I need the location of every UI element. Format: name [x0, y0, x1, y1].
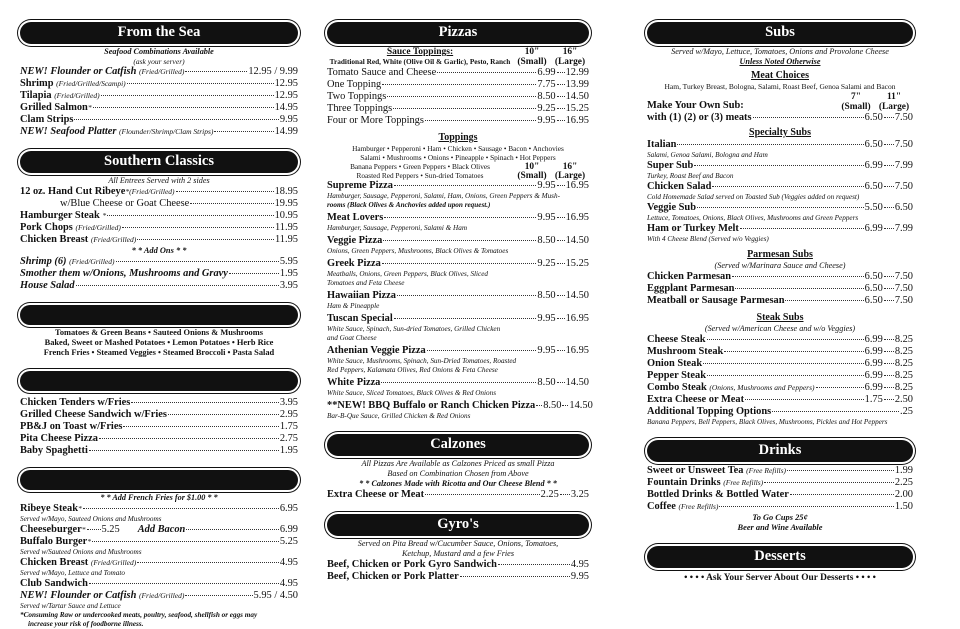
menu-item: White Pizza 8.50 14.50 — [327, 377, 589, 388]
sandwiches-banner — [20, 470, 298, 490]
steak-subs-title: Steak Subs — [756, 312, 804, 323]
meat-list: Ham, Turkey Breast, Bologna, Salami, Roast Beef, Genoa Salami and Bacon — [664, 82, 896, 91]
calzones-note: All Pizzas Are Available as Calzones Priced as small Pizza — [361, 459, 555, 468]
item-description: Cold Homemade Salad served on Toasted Sub (Veggies added on request) — [647, 193, 860, 201]
size-header: (Small) (Large) — [517, 57, 586, 67]
desserts-note: • • • • Ask Your Server About Our Desserts • • • • — [684, 573, 876, 583]
menu-item: Combo Steak (Onions, Mushrooms and Peppers) 6.99 8.25 — [647, 382, 913, 393]
menu-item: Tuscan Special 9.95 16.95 — [327, 313, 589, 324]
item-description: Meatballs, Onions, Green Peppers, Black Olives, Sliced — [327, 270, 489, 278]
column-left — [20, 8, 298, 629]
toppings-line: Banana Peppers • Green Peppers • Black Olives — [350, 162, 490, 171]
menu-item: Hamburger Steak * 10.95 — [20, 210, 298, 221]
menu-item: Veggie Sub 5.50 6.50 — [647, 202, 913, 213]
menu-item: Italian 6.50 7.50 — [647, 139, 913, 150]
meat-choices-title: Meat Choices — [750, 70, 810, 81]
subs-banner: Subs — [647, 22, 913, 44]
menu-item: Smother them w/Onions, Mushrooms and Gravy 1.95 — [20, 268, 298, 279]
item-description: Tomatoes and Feta Cheese — [327, 279, 405, 287]
menu-item: Clam Strips 9.95 — [20, 114, 298, 125]
menu-item: Bottled Drinks & Bottled Water 2.00 — [647, 489, 913, 500]
fries-note: * * Add French Fries for $1.00 * * — [100, 493, 218, 502]
menu-item: Cheeseburger* 5.25 Add Bacon 6.99 — [20, 524, 298, 535]
item-description: Onions, Green Peppers, Mushrooms, Black Olives & Tomatoes — [327, 247, 509, 255]
item-description: Lettuce, Tomatoes, Onions, Black Olives, Mushrooms and Green Peppers — [647, 214, 859, 222]
toppings-size-row — [327, 162, 589, 180]
menu-item: Mushroom Steak 6.99 8.25 — [647, 346, 913, 357]
ask-server-note: (ask your server) — [133, 57, 185, 66]
toppings-line: Hamburger • Pepperoni • Ham • Chicken • Sausage • Bacon • Anchovies — [352, 144, 564, 153]
pizzas-banner: Pizzas — [327, 22, 589, 44]
size-header: 7" 11" — [851, 92, 902, 102]
menu-item: Chicken Tenders w/Fries 3.95 — [20, 397, 298, 408]
sauce-header — [327, 47, 589, 67]
sauce-list: Traditional Red, White (Olive Oil & Garlic), Pesto, Ranch — [329, 57, 511, 66]
menu-item: Hawaiian Pizza 8.50 14.50 — [327, 290, 589, 301]
toppings-line: Salami • Mushrooms • Onions • Pineapple • Spinach • Hot Peppers — [360, 153, 556, 162]
menu-item: Additional Topping Options .25 — [647, 406, 913, 417]
menu-item: House Salad 3.95 — [20, 280, 298, 291]
menu-item: Pepper Steak 6.99 8.25 — [647, 370, 913, 381]
column-middle — [327, 8, 593, 583]
seafood-combo-note: Seafood Combinations Available — [104, 47, 214, 56]
item-description: and Goat Cheese — [327, 334, 377, 342]
drinks-banner: Drinks — [647, 440, 913, 462]
gyros-banner: Gyro's — [327, 514, 589, 536]
southern-classics-banner: Southern Classics — [20, 151, 298, 173]
gyros-note: Ketchup, Mustard and a few Fries — [401, 549, 515, 558]
menu-item: Club Sandwich 4.95 — [20, 578, 298, 589]
menu-item: Pita Cheese Pizza 2.75 — [20, 433, 298, 444]
menu-item: Tomato Sauce and Cheese 6.99 12.99 — [327, 67, 589, 78]
menu-item: Pork Chops (Fried/Grilled) 11.95 — [20, 222, 298, 233]
menu-item: Three Toppings 9.25 15.25 — [327, 103, 589, 114]
menu-item: Extra Cheese or Meat 1.75 2.50 — [647, 394, 913, 405]
item-description: Bar-B-Que Sauce, Grilled Chicken & Red Onions — [327, 412, 471, 420]
menu-item: Shrimp (Fried/Grilled/Scampi) 12.95 — [20, 78, 298, 89]
calzones-banner: Calzones — [327, 434, 589, 456]
food-warning: *Consuming Raw or undercooked meats, poultry, seafood, shellfish or eggs may — [20, 611, 258, 619]
gyros-note: Served on Pita Bread w/Cucumber Sauce, Onions, Tomatoes, — [357, 539, 559, 548]
item-description: Served w/Tartar Sauce and Lettuce — [20, 602, 121, 610]
item-description: Hamburger, Sausage, Pepperoni, Salami, Ham, Onions, Green Peppers & Mush- — [327, 192, 560, 200]
menu-item: w/Blue Cheese or Goat Cheese 19.95 — [60, 198, 298, 209]
menu-item: Ribeye Steak* 6.95 — [20, 503, 298, 514]
item-description: Served w/Mayo, Lettuce and Tomato — [20, 569, 125, 577]
item-description: Served w/Sauteed Onions and Mushrooms — [20, 548, 142, 556]
size-header: 10" 16" — [524, 162, 578, 172]
menu-item: One Topping 7.75 13.99 — [327, 79, 589, 90]
menu-item: Meat Lovers 9.95 16.95 — [327, 212, 589, 223]
item-description: Red Peppers, Kalamata Olives, Red Onions & Feta Cheese — [327, 366, 498, 374]
entrees-note: All Entrees Served with 2 sides — [108, 176, 210, 185]
specialty-subs-title: Specialty Subs — [749, 127, 811, 138]
to-go-note: To Go Cups 25¢ — [752, 513, 808, 522]
sides-line: French Fries • Steamed Veggies • Steamed Broccoli • Pasta Salad — [43, 348, 275, 357]
menu-item: 12 oz. Hand Cut Ribeye*(Fried/Grilled) 18.95 — [20, 186, 298, 197]
menu-item: Baby Spaghetti 1.95 — [20, 445, 298, 456]
item-description: Banana Peppers, Bell Peppers, Black Olives, Mushrooms, Pickles and Hot Peppers — [647, 418, 888, 426]
menu-item: Tilapia (Fried/Grilled) 12.95 — [20, 90, 298, 101]
menu-item: Greek Pizza 9.25 15.25 — [327, 258, 589, 269]
item-description: Ham & Pineapple — [327, 302, 380, 310]
menu-item: NEW! Flounder or Catfish (Fried/Grilled) 5.95 / 4.50 — [20, 590, 298, 601]
menu-item: Onion Steak 6.99 8.25 — [647, 358, 913, 369]
menu-item: Sweet or Unsweet Tea (Free Refills) 1.99 — [647, 465, 913, 476]
item-description: White Sauce, Sliced Tomatoes, Black Olives & Red Onions — [327, 389, 497, 397]
menu-item: Meatball or Sausage Parmesan 6.50 7.50 — [647, 295, 913, 306]
toppings-title: Toppings — [438, 132, 478, 143]
add-ons-heading: * * Add Ons * * — [131, 246, 187, 255]
parmesan-subs-title: Parmesan Subs — [747, 249, 813, 260]
beer-wine-note: Beer and Wine Available — [737, 523, 823, 532]
sauce-title: Sauce Toppings: — [386, 47, 454, 57]
subs-note: Served w/Mayo, Lettuce, Tomatoes, Onions and Provolone Cheese — [671, 47, 889, 56]
menu-item: Chicken Salad 6.50 7.50 — [647, 181, 913, 192]
menu-item: Extra Cheese or Meat 2.25 3.25 — [327, 489, 589, 500]
calzones-note: Based on Combination Chosen from Above — [387, 469, 529, 478]
own-sub-header — [647, 92, 913, 112]
menu-item: NEW! Seafood Platter (Flounder/Shrimp/Clam Strips) 14.99 — [20, 126, 298, 137]
item-description: White Sauce, Mushrooms, Spinach, Sun-Dried Tomatoes, Roasted — [327, 357, 517, 365]
item-description: rooms (Black Olives & Anchovies added upon request.) — [327, 201, 491, 209]
steak-note: (Served w/American Cheese and w/o Veggies) — [704, 324, 856, 333]
sides-line: Baked, Sweet or Mashed Potatoes • Lemon Potatoes • Herb Rice — [44, 338, 274, 347]
menu-item: Ham or Turkey Melt 6.99 7.99 — [647, 223, 913, 234]
menu-item: Grilled Salmon* 14.95 — [20, 102, 298, 113]
menu-item: Super Sub 6.99 7.99 — [647, 160, 913, 171]
size-header: (Small) (Large) — [517, 171, 586, 181]
menu-item: Two Toppings 8.50 14.50 — [327, 91, 589, 102]
menu-item: Supreme Pizza 9.95 16.95 — [327, 180, 589, 191]
subs-note: Unless Noted Otherwise — [739, 57, 821, 66]
column-right — [647, 8, 913, 583]
menu-item: Chicken Breast (Fried/Grilled) 4.95 — [20, 557, 298, 568]
food-warning: increase your risk of foodborne illness. — [28, 620, 144, 628]
menu-item: PB&J on Toast w/Fries 1.75 — [20, 421, 298, 432]
menu-item: with (1) (2) or (3) meats 6.50 7.50 — [647, 112, 913, 123]
item-description: Salami, Genoa Salami, Bologna and Ham — [647, 151, 768, 159]
sides-line: Tomatoes & Green Beans • Sauteed Onions & Mushrooms — [55, 328, 263, 337]
menu-item: Beef, Chicken or Pork Gyro Sandwich 4.95 — [327, 559, 589, 570]
desserts-banner: Desserts — [647, 546, 913, 568]
item-description: Hamburger, Sausage, Pepperoni, Salami & Ham — [327, 224, 468, 232]
sides-banner — [20, 305, 298, 325]
size-header: 10" 16" — [524, 47, 578, 57]
item-description: Served w/Mayo, Sauteed Onions and Mushrooms — [20, 515, 162, 523]
calzones-note: * * Calzones Made with Ricotta and Our Cheese Blend * * — [359, 479, 557, 488]
own-sub-label: Make Your Own Sub: — [647, 100, 744, 111]
menu-item: Four or More Toppings 9.95 16.95 — [327, 115, 589, 126]
menu-item: Eggplant Parmesan 6.50 7.50 — [647, 283, 913, 294]
menu-item: Shrimp (6) (Fried/Grilled) 5.95 — [20, 256, 298, 267]
parmesan-note: (Served w/Marinara Sauce and Cheese) — [714, 261, 846, 270]
size-header: (Small) (Large) — [841, 102, 910, 112]
item-description: Turkey, Roast Beef and Bacon — [647, 172, 734, 180]
menu-item: Buffalo Burger* 5.25 — [20, 536, 298, 547]
menu-item: Coffee (Free Refills) 1.50 — [647, 501, 913, 512]
menu-item: Fountain Drinks (Free Refills) 2.25 — [647, 477, 913, 488]
menu-item: Chicken Parmesan 6.50 7.50 — [647, 271, 913, 282]
item-description: White Sauce, Spinach, Sun-dried Tomatoes, Grilled Chicken — [327, 325, 501, 333]
menu-item: Cheese Steak 6.99 8.25 — [647, 334, 913, 345]
kids-banner — [20, 371, 298, 391]
item-description: With 4 Cheese Blend (Served w/o Veggies) — [647, 235, 769, 243]
from-the-sea-banner: From the Sea — [20, 22, 298, 44]
menu-item: Veggie Pizza 8.50 14.50 — [327, 235, 589, 246]
menu-item: Beef, Chicken or Pork Platter 9.95 — [327, 571, 589, 582]
menu-item: Athenian Veggie Pizza 9.95 16.95 — [327, 345, 589, 356]
menu-item: Grilled Cheese Sandwich w/Fries 2.95 — [20, 409, 298, 420]
toppings-line: Roasted Red Peppers • Sun-dried Tomatoes — [356, 171, 484, 180]
menu-item: NEW! Flounder or Catfish (Fried/Grilled) 12.95 / 9.99 — [20, 66, 298, 77]
menu-item: Chicken Breast (Fried/Grilled) 11.95 — [20, 234, 298, 245]
menu-item: **NEW! BBQ Buffalo or Ranch Chicken Pizza 8.50 14.50 — [327, 400, 593, 411]
